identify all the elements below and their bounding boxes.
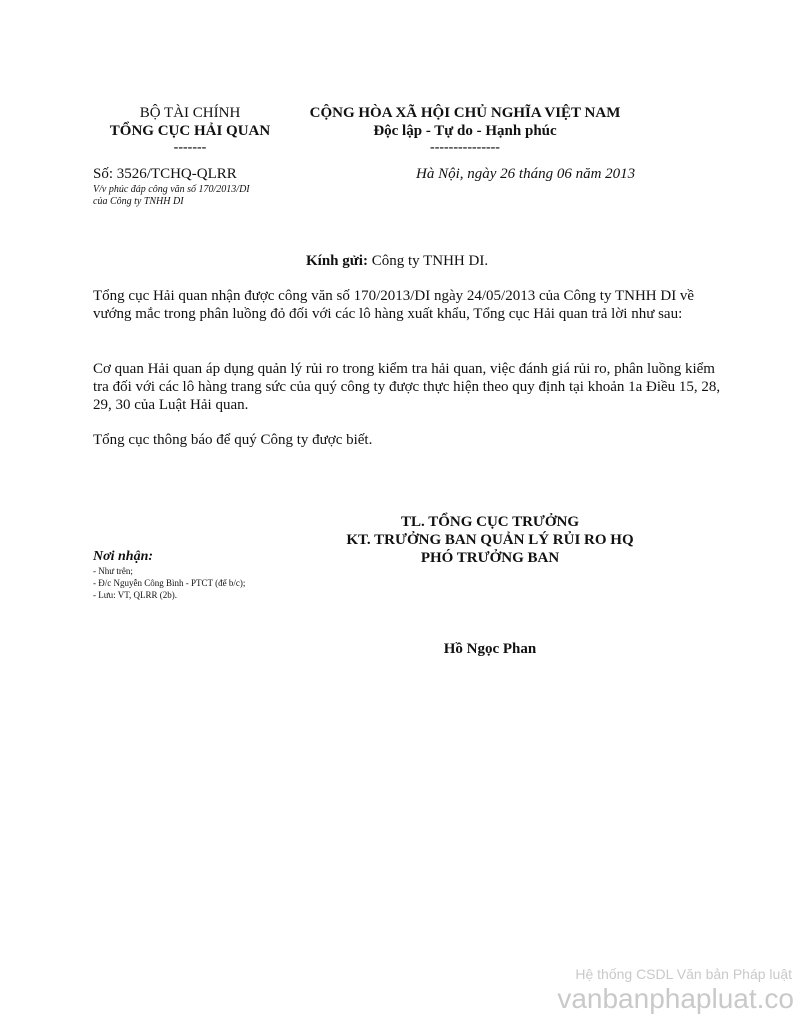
recipient-label: Kính gửi:	[306, 253, 368, 269]
signature-title-1: TL. TỔNG CỤC TRƯỞNG	[400, 514, 580, 530]
recipient-line	[306, 252, 488, 270]
recipient-name: Công ty TNHH DI.	[367, 253, 489, 269]
signature-title-2: KT. TRƯỞNG BAN QUẢN LÝ RỦI RO HQ	[346, 532, 634, 548]
country-name: CỘNG HÒA XÃ HỘI CHỦ NGHĨA VIỆT NAM	[309, 105, 621, 121]
agency-parent: BỘ TÀI CHÍNH	[139, 105, 241, 121]
watermark-line-1: Hệ thống CSDL Văn bản Pháp luật	[575, 966, 792, 982]
signature-title-3: PHÓ TRƯỞNG BAN	[420, 550, 560, 566]
signature-block	[300, 513, 680, 567]
watermark-line-2: vanbanphapluat.co	[557, 983, 794, 1014]
national-motto: Độc lập - Tự do - Hạnh phúc	[373, 123, 557, 139]
recipients-block	[93, 548, 245, 601]
agency-name: TỔNG CỤC HẢI QUAN	[109, 123, 271, 139]
recipient-item: - Như trên;	[93, 566, 133, 576]
document-number: Số: 3526/TCHQ-QLRR	[93, 166, 237, 182]
body-paragraph-2: Cơ quan Hải quan áp dụng quản lý rủi ro trong kiểm tra hải quan, việc đánh giá rủi ro, phân luồng kiểm tra đối với các lô hàng trang sức của quý công ty được thực hiện theo quy định tại khoản 1a Điều 15, 28, 29, 30 của Luật Hải quan.	[93, 361, 721, 413]
body-paragraph-3: Tổng cục thông báo để quý Công ty được biết.	[93, 432, 373, 448]
subject-line-2: của Công ty TNHH DI	[93, 196, 184, 207]
subject-line-1: V/v phúc đáp công văn số 170/2013/DI	[93, 184, 250, 195]
recipient-item: - Lưu: VT, QLRR (2b).	[93, 590, 178, 600]
national-title-block	[270, 104, 660, 156]
place-date: Hà Nội, ngày 26 tháng 06 năm 2013	[416, 166, 636, 182]
recipients-list	[93, 565, 245, 601]
motto-rule: ---------------	[430, 140, 500, 155]
signer-name: Hồ Ngọc Phan	[443, 641, 537, 657]
recipients-title: Nơi nhận:	[93, 549, 154, 564]
body-paragraph-1: Tổng cục Hải quan nhận được công văn số 170/2013/DI ngày 24/05/2013 của Công ty TNHH DI về vướng mắc trong phân luồng đỏ đối với các lô hàng xuất khẩu, Tổng cục Hải quan trả lời như sau:	[93, 288, 695, 322]
agency-rule: -------	[173, 140, 207, 155]
recipient-item: - Đ/c Nguyễn Công Bình - PTCT (để b/c);	[93, 578, 246, 588]
